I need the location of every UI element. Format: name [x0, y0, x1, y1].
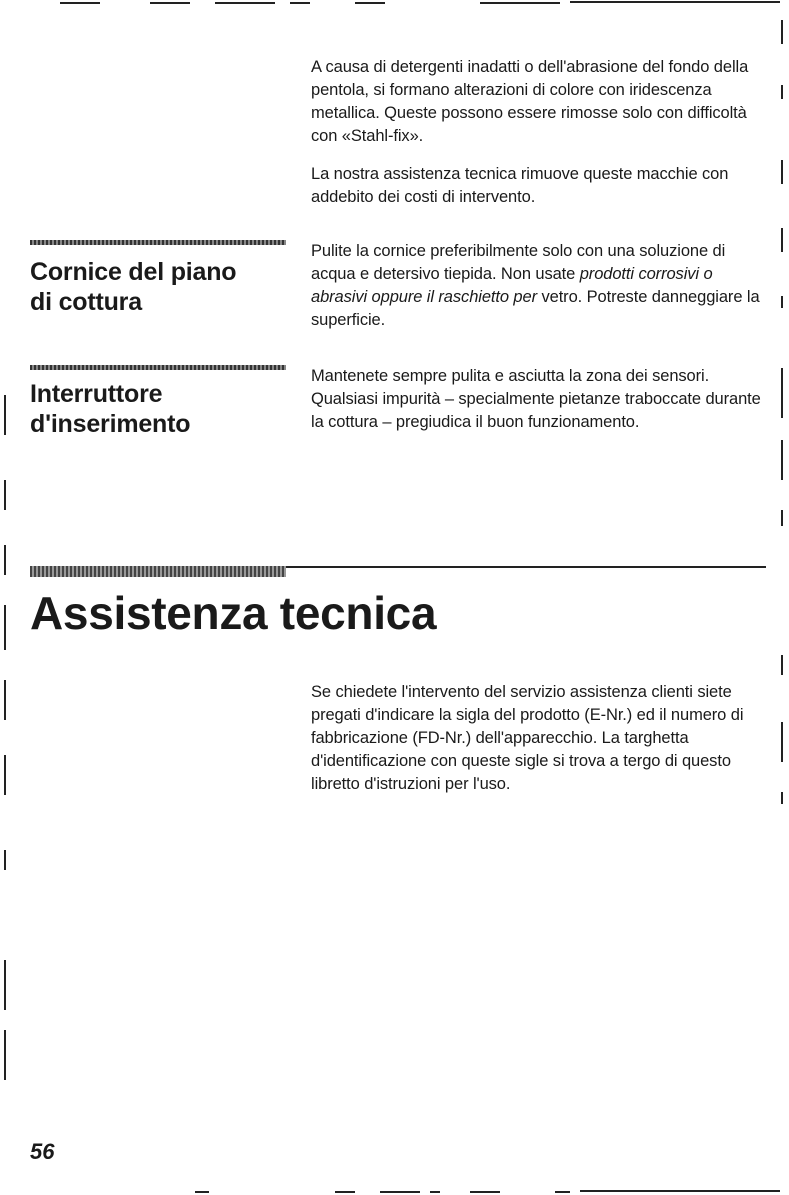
heading-cornice-line-1: Cornice del piano [30, 258, 237, 286]
heading-interruttore-line-1: Interruttore [30, 380, 163, 408]
section-rule-cornice [30, 240, 286, 245]
scan-mark [4, 395, 6, 435]
section-rule-assistenza-accent [30, 566, 286, 577]
heading-cornice [30, 257, 290, 317]
scan-mark [4, 480, 6, 510]
scan-edge-top [0, 0, 789, 6]
scan-mark [781, 655, 783, 675]
scan-edge-bottom [0, 1189, 789, 1195]
scan-mark [4, 545, 6, 575]
scan-mark [4, 850, 6, 870]
cornice-text: Pulite la cornice preferibilmente solo con una soluzione di acqua e detersivo tiepida. Non usate [311, 242, 726, 283]
scan-mark [4, 960, 6, 1010]
heading-cornice-line-2: di cottura [30, 288, 142, 316]
scan-mark [781, 510, 783, 526]
scan-mark [4, 1030, 6, 1080]
scan-mark [781, 368, 783, 418]
assistenza-paragraph: Se chiedete l'intervento del servizio assistenza clienti siete pregati d'indicare la sigla del prodotto (E-Nr.) ed il numero di fabbricazione (FD-Nr.) dell'apparecchio. La targhetta d'identificazione con queste sigle si trova a tergo di questo libretto d'istruzioni per l'uso. [311, 683, 744, 793]
heading-assistenza-tecnica: Assistenza tecnica [30, 587, 437, 639]
cornice-paragraph [311, 240, 773, 332]
heading-interruttore-line-2: d'inserimento [30, 410, 191, 438]
cornice-text-end: vetro. Potreste danneggiare la superficie. [311, 288, 760, 329]
intro-paragraph-2: La nostra assistenza tecnica rimuove queste macchie con addebito dei costi di intervento. [311, 165, 729, 206]
scan-mark [781, 440, 783, 480]
cornice-text-italic: prodotti corrosivi o abrasivi oppure il raschietto per [311, 265, 713, 306]
section-rule-interruttore [30, 365, 286, 370]
scan-mark [781, 20, 783, 44]
interruttore-paragraph: Mantenete sempre pulita e asciutta la zona dei sensori. Qualsiasi impurità – specialmente pietanze traboccate durante la cottura – pregiudica il buon funzionamento. [311, 367, 761, 431]
intro-paragraph-1: A causa di detergenti inadatti o dell'abrasione del fondo della pentola, si formano alterazioni di colore con iridescenza metallica. Queste possono essere rimosse solo con difficoltà con «Stahl-fix». [311, 58, 749, 145]
scan-mark [4, 605, 6, 650]
heading-interruttore [30, 379, 290, 439]
scan-mark [781, 792, 783, 804]
scan-mark [781, 160, 783, 184]
scan-mark [4, 680, 6, 720]
scan-mark [781, 228, 783, 252]
scan-mark [781, 722, 783, 762]
scan-mark [781, 85, 783, 99]
scan-mark [781, 296, 783, 308]
scan-mark [4, 755, 6, 795]
page-number: 56 [30, 1139, 55, 1164]
